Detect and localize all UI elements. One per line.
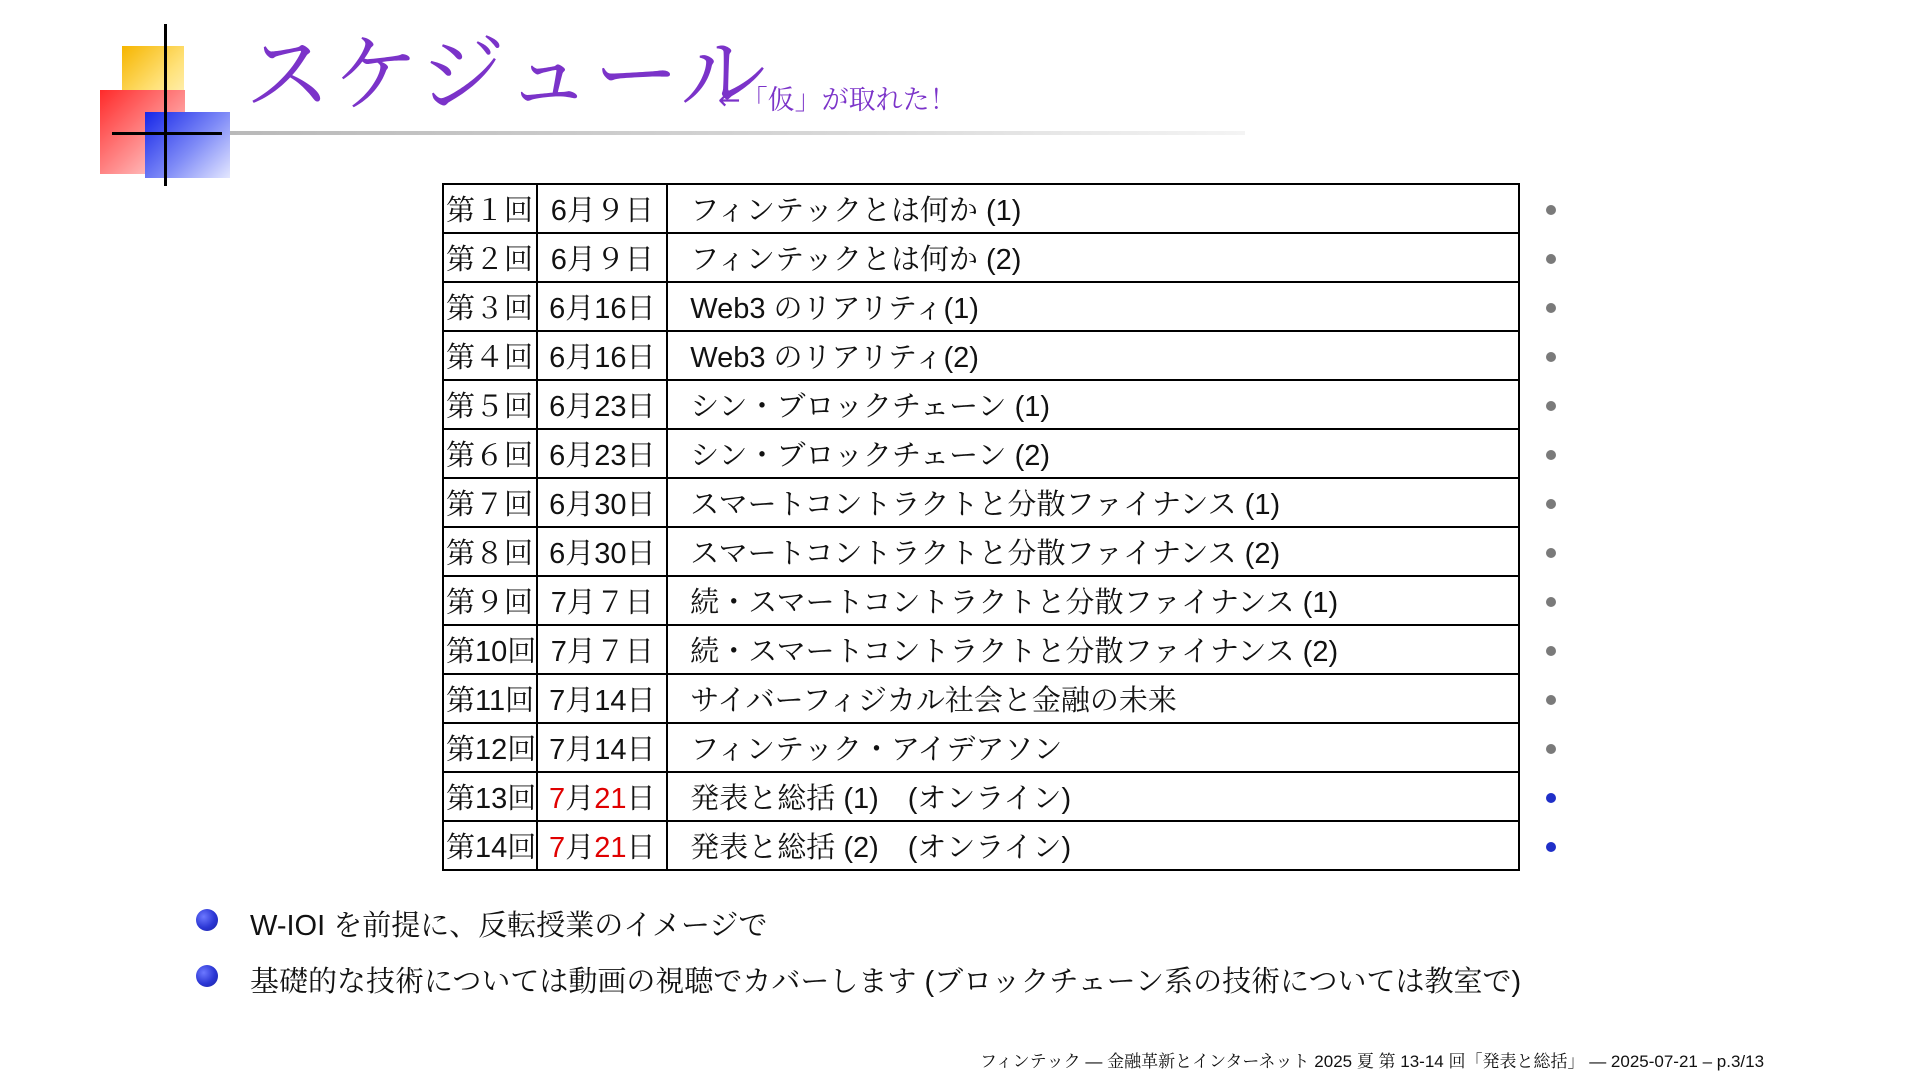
session-number: 第７回: [443, 478, 537, 527]
session-date: [537, 576, 667, 625]
status-dot: [1546, 624, 1566, 673]
slide-footer: フィンテック — 金融革新とインターネット 2025 夏 第 13-14 回「発表と総括」 — 2025-07-21 – p.3/13: [980, 1052, 1765, 1071]
session-topic: フィンテック・アイデアソン: [667, 723, 1519, 772]
date-text: 6月16日: [549, 342, 656, 374]
status-dot-icon: [1546, 450, 1556, 460]
date-text: 7月７日: [550, 587, 654, 619]
date-text: 日: [626, 832, 656, 864]
date-highlight-text: 7: [549, 832, 566, 864]
schedule-row: [443, 576, 1519, 625]
session-date: [537, 723, 667, 772]
schedule-row: [443, 478, 1519, 527]
status-dot: [1546, 575, 1566, 624]
session-topic: Web3 のリアリティ(1): [667, 282, 1519, 331]
status-dot: [1546, 232, 1566, 281]
session-topic: 発表と総括 (1) (オンライン): [667, 772, 1519, 821]
session-date: [537, 674, 667, 723]
status-dot: [1546, 526, 1566, 575]
status-dot-icon: [1546, 646, 1556, 656]
session-number: 第３回: [443, 282, 537, 331]
session-number: 第４回: [443, 331, 537, 380]
schedule-row: [443, 282, 1519, 331]
schedule-row: [443, 625, 1519, 674]
session-topic: 発表と総括 (2) (オンライン): [667, 821, 1519, 870]
session-number: 第８回: [443, 527, 537, 576]
status-dot-icon: [1546, 548, 1556, 558]
status-dot: [1546, 673, 1566, 722]
status-dot: [1546, 771, 1566, 820]
schedule-row: [443, 723, 1519, 772]
session-topic: 続・スマートコントラクトと分散ファイナンス (1): [667, 576, 1519, 625]
date-text: 月: [565, 832, 595, 864]
session-number: 第14回: [443, 821, 537, 870]
session-topic: Web3 のリアリティ(2): [667, 331, 1519, 380]
schedule-status-dots: [1546, 183, 1566, 869]
session-number: 第10回: [443, 625, 537, 674]
status-dot-icon: [1546, 499, 1556, 509]
schedule-row: [443, 527, 1519, 576]
session-date: [537, 821, 667, 870]
schedule-row: [443, 331, 1519, 380]
bullet-icon: [196, 909, 218, 931]
session-date: [537, 527, 667, 576]
decoration-blue-square: [145, 112, 230, 178]
date-highlight-text: 21: [594, 832, 627, 864]
date-text: 6月30日: [549, 538, 656, 570]
status-dot: [1546, 820, 1566, 869]
status-dot: [1546, 379, 1566, 428]
date-text: 日: [626, 783, 656, 815]
session-number: 第11回: [443, 674, 537, 723]
session-date: [537, 184, 667, 233]
date-text: 6月９日: [550, 244, 654, 276]
session-date: [537, 429, 667, 478]
schedule-row: [443, 674, 1519, 723]
session-topic: フィンテックとは何か (1): [667, 184, 1519, 233]
status-dot-icon: [1546, 597, 1556, 607]
date-highlight-text: 7: [549, 783, 566, 815]
status-dot: [1546, 330, 1566, 379]
date-text: 6月９日: [550, 195, 654, 227]
status-dot-icon: [1546, 842, 1556, 852]
session-topic: スマートコントラクトと分散ファイナンス (1): [667, 478, 1519, 527]
schedule-table: [442, 183, 1520, 871]
title-underline: [230, 131, 1245, 135]
schedule-row: [443, 772, 1519, 821]
status-dot-icon: [1546, 695, 1556, 705]
status-dot-icon: [1546, 303, 1556, 313]
status-dot: [1546, 281, 1566, 330]
date-text: 6月23日: [549, 391, 656, 423]
session-topic: サイバーフィジカル社会と金融の未来: [667, 674, 1519, 723]
schedule-row: [443, 380, 1519, 429]
session-date: [537, 331, 667, 380]
session-topic: スマートコントラクトと分散ファイナンス (2): [667, 527, 1519, 576]
date-text: 6月16日: [549, 293, 656, 325]
session-number: 第５回: [443, 380, 537, 429]
status-dot-icon: [1546, 205, 1556, 215]
slide-subtitle: ←「仮」が取れた！: [718, 85, 957, 116]
bullet-text: W-IOI を前提に、反転授業のイメージで: [250, 910, 768, 942]
status-dot: [1546, 428, 1566, 477]
schedule-row: [443, 233, 1519, 282]
decoration-vertical-line: [164, 24, 167, 186]
status-dot-icon: [1546, 352, 1556, 362]
slide-title: スケジュール: [245, 25, 768, 125]
session-number: 第１回: [443, 184, 537, 233]
date-highlight-text: 21: [594, 783, 627, 815]
decoration-horizontal-line: [112, 132, 222, 135]
date-text: 7月14日: [549, 685, 656, 717]
session-date: [537, 478, 667, 527]
title-decoration: [100, 24, 240, 194]
schedule-row: [443, 429, 1519, 478]
session-date: [537, 772, 667, 821]
date-text: 7月14日: [549, 734, 656, 766]
status-dot: [1546, 722, 1566, 771]
session-topic: 続・スマートコントラクトと分散ファイナンス (2): [667, 625, 1519, 674]
session-date: [537, 233, 667, 282]
session-number: 第２回: [443, 233, 537, 282]
session-number: 第９回: [443, 576, 537, 625]
session-topic: フィンテックとは何か (2): [667, 233, 1519, 282]
session-number: 第６回: [443, 429, 537, 478]
status-dot: [1546, 183, 1566, 232]
date-text: 月: [565, 783, 595, 815]
date-text: 6月23日: [549, 440, 656, 472]
status-dot-icon: [1546, 254, 1556, 264]
status-dot: [1546, 477, 1566, 526]
session-number: 第12回: [443, 723, 537, 772]
schedule-row: [443, 184, 1519, 233]
status-dot-icon: [1546, 793, 1556, 803]
session-date: [537, 380, 667, 429]
date-text: 7月７日: [550, 636, 654, 668]
status-dot-icon: [1546, 744, 1556, 754]
schedule-row: [443, 821, 1519, 870]
session-number: 第13回: [443, 772, 537, 821]
status-dot-icon: [1546, 401, 1556, 411]
date-text: 6月30日: [549, 489, 656, 521]
session-date: [537, 625, 667, 674]
session-topic: シン・ブロックチェーン (1): [667, 380, 1519, 429]
bullet-icon: [196, 965, 218, 987]
session-date: [537, 282, 667, 331]
bullet-text: 基礎的な技術については動画の視聴でカバーします (ブロックチェーン系の技術については教室で): [250, 966, 1522, 998]
session-topic: シン・ブロックチェーン (2): [667, 429, 1519, 478]
